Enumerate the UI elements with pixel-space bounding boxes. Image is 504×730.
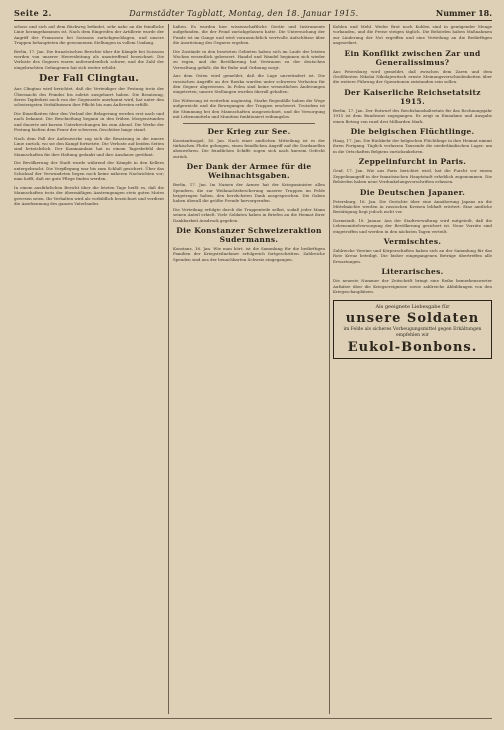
article-title: Der Kaiserliche Reichsetatsitz 1915.: [344, 87, 481, 106]
page-header: [14, 6, 492, 21]
article-text: Die Bevölkerung der Stadt wurde während der Kämpfe in den Kellern untergebracht. Die Verpflegung war bis zum Schluß gesichert. Über das Schicksal der Verwundeten liegen noch keine näheren Nachrichten vor; man hofft, daß sie gute Pflege finden werden.: [14, 160, 164, 182]
ad-intro: Als geeignete Liebesgabe für: [375, 304, 450, 311]
article-text: Zahlreiche Vereine und Körperschaften haben sich an der Sammlung für das Rote Kreuz beteiligt. Die bisher eingegangenen Beträge übertreffen alle Erwartungen.: [333, 247, 492, 264]
page-bottom-rule: [14, 718, 492, 719]
article-text: Kohlen und Mehl. Weder Brot noch Kohlen sind in genügender Menge vorhanden, und die Preise steigen täglich. Die Behörden haben Maßnahmen zur Linderung der Not ergriffen und eine Verteilung an die Bedürftigen angeordnet.: [333, 24, 492, 46]
article-title: Die Konstanzer Schweizeraktion Sudermanns.: [176, 225, 322, 244]
article-title: Die Deutschen Japaner.: [359, 187, 466, 197]
article-text: Berlin, 17. Jan. Im Namen der Armee hat der Kriegsminister allen Spendern, die zur Weihnachtsbescherung unserer Truppen im Felde beigetragen haben, den herzlichsten Dank ausgesprochen. Die Gaben haben überall die größte Freude hervorgerufen.: [173, 182, 325, 204]
page-number: Seite 2.: [14, 8, 52, 18]
article-text: Aus dem Osten wird gemeldet, daß die Lage unverändert ist. Die russischen Angriffe an der Rawka wurden unter schweren Verlusten für den Gegner abgewiesen. In Polen sind keine wesentlichen Änderungen eingetreten; unsere Stellungen wurden überall gehalten.: [173, 73, 325, 95]
article-text: Berlin, 17. Jan. Die französischen Berichte über die Kämpfe bei Soissons werden von unserer Heeresleitung als unzutreffend bezeichnet. Die Verluste des Gegners waren außerordentlich schwer, und die Zahl der eingebrachten Gefangenen hat sich weiter erhöht.: [14, 48, 164, 70]
column-3: [333, 24, 492, 714]
article-text: In einem ausführlichen Bericht über die letzten Tage heißt es, daß die Mannschaften trotz der übermäßigen Anstrengungen stets guten Mutes gewesen seien. Ihr Verhalten wird als vorbildlich bezeichnet und verdient die Anerkennung des ganzen Vaterlandes.: [14, 184, 164, 206]
article-title: Der Dank der Armee für die Weihnachtsgaben.: [186, 162, 312, 181]
ad-text: im Felde als sicheres Vorbeugungsmittel gegen Erkältungen empfehlen wir: [343, 327, 482, 338]
article-text: Nach dem Fall der Außenwerke zog sich die Besatzung in die innere Linie zurück, wo sie den Kampf fortsetzte. Die Verluste auf beiden Seiten sind beträchtlich. Der Kommandant hat in einem Tagesbefehl den Mannschaften für ihre Haltung gedankt und ihre Ausdauer gerühmt.: [14, 135, 164, 157]
article-text: Darmstadt, 18. Januar. Aus der Stadtverwaltung wird mitgeteilt, daß die Lebensmittelversorgung der Bevölkerung gesichert ist. Neue Vorräte sind eingetroffen und werden in den nächsten Tagen verteilt.: [333, 217, 492, 234]
article-text: Die neueste Nummer der Zeitschrift bringt eine Reihe bemerkenswerter Aufsätze über die Kriegsereignisse sowie zahlreiche Abbildungen von den Kriegsschauplätzen.: [333, 278, 492, 294]
article-title: Zeppelinfurcht in Paris.: [358, 157, 467, 167]
article-text: Aus Clingtau wird berichtet, daß die Verteidiger der Festung trotz der Übermacht des Feindes bis zuletzt ausgeharrt haben. Die Besatzung, deren Tapferkeit auch von der Gegenseite anerkannt wird, hat unter den schwierigsten Verhältnissen ihre Pflicht bis zum Äußersten erfüllt.: [14, 86, 164, 108]
article-title: Der Fall Clingtau.: [39, 73, 139, 85]
article-text: Genf, 17. Jan. Wie aus Paris berichtet wird, hat die Furcht vor einem Zeppelinangriff in der französischen Hauptstadt erheblich zugenommen. Die Behörden haben neue Verdunkelungsvorschriften erlassen.: [333, 168, 492, 185]
article-title: Vermischtes.: [383, 236, 442, 246]
ad-headline: unsere Soldaten: [345, 311, 480, 327]
divider: [183, 123, 315, 124]
article-text: Haag, 17. Jan. Die Rückkehr der belgischen Flüchtlinge in ihre Heimat nimmt ihren Fortgang. Täglich verlassen Tausende die niederländischen Lager, um in die Ortschaften Belgiens zurückzukehren.: [333, 138, 492, 154]
article-text: schoss und sich auf dem Rückweg befindet, sehr nahe an die feindliche Linie herangekommen ist. Nach dem Eingreifen der Artillerie wurde der Angriff der Franzosen bei Soissons zurückgeschlagen, und unsere Truppen behaupteten die gewonnenen Stellungen in vollem Umfang.: [14, 24, 164, 46]
article-text: Die Witterung ist weiterhin ungünstig. Starke Regenfälle haben die Wege aufgeweicht und die Bewegungen der Truppen erschwert. Trotzdem ist die Stimmung bei den Mannschaften ausgezeichnet, und die Versorgung mit Lebensmitteln und Munition funktioniert reibungslos.: [173, 97, 325, 120]
column-rule: [329, 24, 330, 714]
article-text: Berlin, 17. Jan. Der Entwurf des Reichshaushaltsetats für das Rechnungsjahr 1915 ist dem Bundesrat zugegangen. Er zeigt in Einnahme und Ausgabe einen Betrag von rund drei Milliarden Mark.: [333, 107, 492, 124]
article-title: Die belgischen Flüchtlinge.: [350, 127, 475, 137]
article-text: Petersburg, 16. Jan. Die Gerüchte über eine Annäherung Japans an die Mittelmächte werden in russischen Kreisen lebhaft erörtert. Eine amtliche Bestätigung liegt jedoch nicht vor.: [333, 198, 492, 215]
masthead: Darmstädter Tagblatt, Montag, den 18. Januar 1915.: [129, 8, 359, 18]
article-text: Aus Petersburg wird gemeldet, daß zwischen dem Zaren und dem Großfürsten Nikolai Nikolajewitsch ernste Meinungsverschiedenheiten über die weitere Führung der Operationen entstanden sein sollen.: [333, 68, 492, 85]
article-text: Die Zustände in den besetzten Gebieten haben sich im Laufe der letzten Wochen wesentlich gebessert. Handel und Wandel beginnen sich wieder zu regen, und die Bevölkerung hat Vertrauen zu der deutschen Verwaltung gefaßt, die für Ruhe und Ordnung sorgt.: [173, 48, 325, 70]
advertisement-box: [333, 300, 492, 359]
ad-product: Eukol-Bonbons.: [347, 340, 478, 356]
article-title: Ein Konflikt zwischen Zar und Generalissimus?: [344, 48, 481, 67]
column-rule: [168, 24, 169, 714]
issue-number: Nummer 18.: [435, 8, 492, 18]
article-text: Konstantinopel, 16. Jan. Nach einer amtlichen Mitteilung ist es der türkischen Flotte gelungen, einen feindlichen Angriff auf die Dardanellen abzuwehren. Die feindlichen Schiffe zogen sich nach kurzem Gefecht zurück.: [173, 137, 325, 159]
column-2: [173, 24, 325, 714]
article-title: Der Krieg zur See.: [207, 126, 291, 136]
article-text: Die Einzelheiten über den Verlauf der Belagerung werden erst nach und nach bekannt. Die Beschießung begann in den frühen Morgenstunden und dauerte mit kurzen Unterbrechungen bis zum Abend. Die Werke der Festung hielten dem Feuer der schweren Geschütze lange stand.: [14, 110, 164, 133]
article-title: Literarisches.: [381, 267, 444, 277]
article-text: Konstanz, 16. Jan. Wie man hört, ist die Sammlung für die bedürftigen Familien der Kriegsteilnehmer erfolgreich fortgeschritten. Zahlreiche Spenden sind aus der benachbarten Schweiz eingegangen.: [173, 245, 325, 262]
article-text: Die Verteilung erfolgte durch die Truppenteile selbst, sodaß jeder Mann seinen Anteil erhielt. Viele Soldaten haben in Briefen an die Heimat ihrer Dankbarkeit Ausdruck gegeben.: [173, 206, 325, 223]
article-text: halten. Es wurden hier wissenschaftliche Geräte und Instrumente aufgefunden, die der Feind zurückgelassen hatte. Die Untersuchung der Funde ist im Gange und wird voraussichtlich wertvolle Aufschlüsse über die Ausrüstung des Gegners ergeben.: [173, 24, 325, 46]
column-1: [14, 24, 164, 714]
